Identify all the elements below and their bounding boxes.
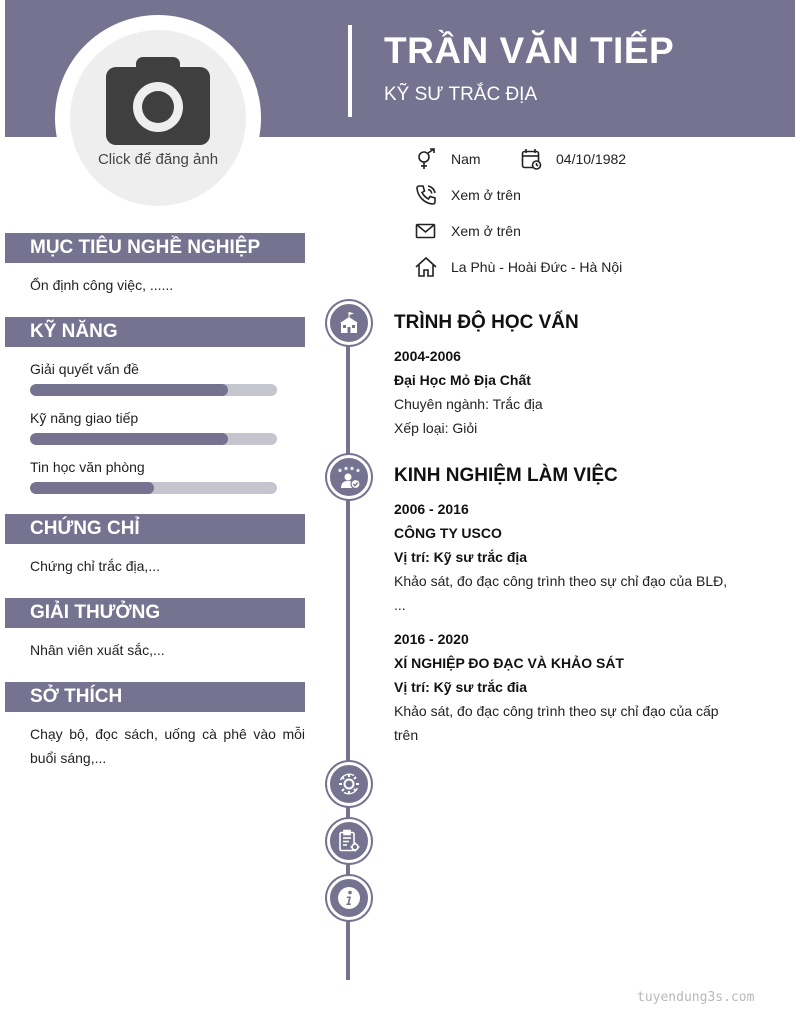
school-icon <box>337 311 361 335</box>
contact-email <box>415 219 521 243</box>
header-divider <box>348 25 352 117</box>
skill-label: Kỹ năng giao tiếp <box>30 410 139 426</box>
objective-title: MỤC TIÊU NGHỀ NGHIỆP <box>30 237 261 258</box>
hobbies-header <box>5 682 305 712</box>
skill-bar <box>30 384 277 396</box>
contact-birthday <box>521 147 626 171</box>
projects-timeline-node <box>327 819 371 863</box>
awards-title: GIẢI THƯỞNG <box>30 602 161 623</box>
job-position: Vị trí: Kỹ sư trắc đia <box>394 679 528 695</box>
skill-label: Giải quyết vấn đề <box>30 361 139 377</box>
skill-label: Tin học văn phòng <box>30 459 145 475</box>
certificates-header <box>5 514 305 544</box>
job-description: Khảo sát, đo đạc công trình theo sự chỉ đạo của cấp trên <box>394 703 719 743</box>
info-timeline-node <box>327 876 371 920</box>
skill-bar-fill <box>30 482 154 494</box>
job-period: 2006 - 2016 <box>394 501 469 517</box>
job-description: Khảo sát, đo đạc công trình theo sự chỉ đạo của BLĐ, ... <box>394 573 728 613</box>
email-value: Xem ở trên <box>451 223 521 239</box>
skill-bar-fill <box>30 433 228 445</box>
contact-gender <box>415 147 481 171</box>
education-title: TRÌNH ĐỘ HỌC VẤN <box>394 312 579 333</box>
job-company: CÔNG TY USCO <box>394 525 502 541</box>
team-icon <box>337 465 361 489</box>
experience-timeline-node <box>327 455 371 499</box>
skills-header <box>5 317 305 347</box>
gender-value: Nam <box>451 151 481 167</box>
gender-icon <box>415 148 437 170</box>
candidate-name: TRẦN VĂN TIẾP <box>384 30 675 71</box>
watermark: tuyendung3s.com <box>637 990 755 1005</box>
gear-cycle-icon <box>337 772 361 796</box>
upload-photo-label: Click để đăng ảnh <box>97 151 219 168</box>
job-period: 2016 - 2020 <box>394 631 469 647</box>
birthday-value: 04/10/1982 <box>556 151 627 167</box>
skill-bar-fill <box>30 384 228 396</box>
envelope-icon <box>415 220 437 242</box>
education-grade: Xếp loại: Giỏi <box>394 420 478 436</box>
contact-phone <box>415 183 521 207</box>
hobbies-text: Chạy bộ, đọc sách, uống cà phê vào mỗi buổi sáng,... <box>30 726 305 766</box>
certificates-title: CHỨNG CHỈ <box>30 518 140 539</box>
education-school: Đại Học Mỏ Địa Chất <box>394 372 531 388</box>
camera-icon <box>106 55 210 147</box>
phone-value: Xem ở trên <box>451 187 521 203</box>
job-position: Vị trí: Kỹ sư trắc địa <box>394 549 528 565</box>
info-icon <box>337 886 361 910</box>
education-timeline-node <box>327 301 371 345</box>
awards-header <box>5 598 305 628</box>
clipboard-gear-icon <box>337 829 361 853</box>
skills-title: KỸ NĂNG <box>30 321 118 342</box>
skill-bar <box>30 433 277 445</box>
objective-text: Ổn định công việc, ...... <box>30 277 174 293</box>
activities-timeline-node <box>327 762 371 806</box>
skill-bar <box>30 482 277 494</box>
awards-text: Nhân viên xuất sắc,... <box>30 642 165 658</box>
phone-icon <box>415 184 437 206</box>
calendar-icon <box>521 148 542 170</box>
job-company: XÍ NGHIỆP ĐO ĐẠC VÀ KHẢO SÁT <box>394 655 624 671</box>
contact-address <box>415 255 622 279</box>
hobbies-title: SỞ THÍCH <box>30 686 123 707</box>
address-value: La Phù - Hoài Đức - Hà Nội <box>451 259 623 275</box>
upload-photo-button[interactable] <box>70 30 246 206</box>
experience-title: KINH NGHIỆM LÀM VIỆC <box>394 465 618 486</box>
education-period: 2004-2006 <box>394 348 461 364</box>
certificates-text: Chứng chỉ trắc địa,... <box>30 558 160 574</box>
home-icon <box>415 256 437 278</box>
education-major: Chuyên ngành: Trắc địa <box>394 396 543 412</box>
objective-header <box>5 233 305 263</box>
job-title: KỸ SƯ TRẮC ĐỊA <box>384 84 538 105</box>
